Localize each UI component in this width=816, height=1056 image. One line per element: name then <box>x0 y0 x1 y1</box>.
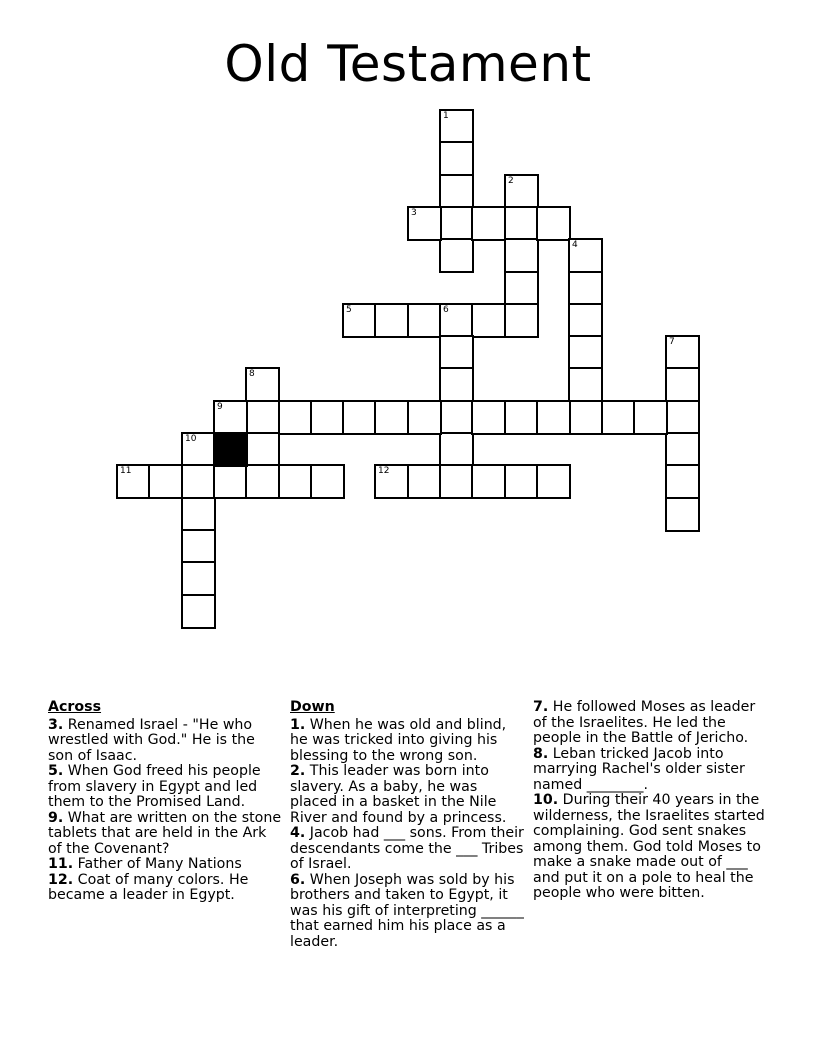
cell-number: 2 <box>508 176 514 186</box>
grid-cell[interactable] <box>439 400 474 435</box>
cell-number: 4 <box>572 240 578 250</box>
across-clues <box>48 700 284 904</box>
down-clues-continued <box>533 700 769 902</box>
grid-cell[interactable] <box>342 303 377 338</box>
grid-cell[interactable] <box>310 400 345 435</box>
grid-cell[interactable] <box>374 303 409 338</box>
grid-cell[interactable] <box>471 303 506 338</box>
grid-cell[interactable] <box>568 367 603 402</box>
grid-cell[interactable] <box>278 464 313 499</box>
grid-cell[interactable] <box>568 400 603 435</box>
grid-cell[interactable] <box>439 303 474 338</box>
cell-number: 3 <box>411 208 417 218</box>
grid-cell[interactable] <box>504 303 539 338</box>
black-square <box>213 432 248 467</box>
grid-cell[interactable] <box>504 206 539 241</box>
grid-cell[interactable] <box>568 271 603 306</box>
grid-cell[interactable] <box>536 206 571 241</box>
grid-cell[interactable] <box>439 432 474 467</box>
grid-cell[interactable] <box>471 464 506 499</box>
clue-across-3: 3. Renamed Israel - "He who wrestled with God." He is the son of Isaac. <box>48 716 255 764</box>
grid-cell[interactable] <box>665 464 700 499</box>
clue-down-10: 10. During their 40 years in the wilderness, the Israelites started complaining. God sent snakes among them. God told Moses to make a snake made out of ___ and put it on a pole to heal the people who were bitten. <box>533 792 765 901</box>
grid-cell[interactable] <box>342 400 377 435</box>
grid-cell[interactable] <box>181 594 216 629</box>
grid-cell[interactable] <box>278 400 313 435</box>
grid-cell[interactable] <box>310 464 345 499</box>
grid-cell[interactable] <box>213 464 248 499</box>
down-heading: Down <box>290 699 335 715</box>
grid-cell[interactable] <box>245 432 280 467</box>
clue-down-6: 6. When Joseph was sold by his brothers and taken to Egypt, it was his gift of interpreting ______ that earned him his place as a leader. <box>290 871 524 950</box>
grid-cell[interactable] <box>245 464 280 499</box>
grid-cell[interactable] <box>407 303 442 338</box>
grid-cell[interactable] <box>439 238 474 273</box>
cell-number: 12 <box>378 466 390 476</box>
page-title: Old Testament <box>224 35 592 93</box>
across-heading: Across <box>48 699 102 715</box>
grid-cell[interactable] <box>116 464 151 499</box>
grid-cell[interactable] <box>504 271 539 306</box>
grid-cell[interactable] <box>407 464 442 499</box>
grid-cell[interactable] <box>213 400 248 435</box>
clue-across-11: 11. Father of Many Nations <box>48 856 242 872</box>
grid-cell[interactable] <box>504 174 539 209</box>
cell-number: 10 <box>185 434 197 444</box>
grid-cell[interactable] <box>181 464 216 499</box>
clue-down-4: 4. Jacob had ___ sons. From their descendants come the ___ Tribes of Israel. <box>290 825 524 872</box>
cell-number: 5 <box>346 305 352 315</box>
grid-cell[interactable] <box>407 400 442 435</box>
grid-cell[interactable] <box>504 238 539 273</box>
grid-cell[interactable] <box>665 497 700 532</box>
grid-cell[interactable] <box>601 400 636 435</box>
grid-cell[interactable] <box>536 400 571 435</box>
grid-cell[interactable] <box>407 206 442 241</box>
grid-cell[interactable] <box>665 432 700 467</box>
grid-cell[interactable] <box>665 335 700 370</box>
clue-across-9: 9. What are written on the stone tablets that are held in the Ark of the Covenant? <box>48 809 282 857</box>
grid-cell[interactable] <box>245 367 280 402</box>
down-clues <box>290 700 526 950</box>
grid-cell[interactable] <box>439 109 474 144</box>
cell-number: 9 <box>217 402 223 412</box>
grid-cell[interactable] <box>439 206 474 241</box>
grid-cell[interactable] <box>245 400 280 435</box>
grid-cell[interactable] <box>181 432 216 467</box>
cell-number: 1 <box>443 111 449 121</box>
grid-cell[interactable] <box>181 561 216 596</box>
cell-number: 7 <box>669 337 675 347</box>
grid-cell[interactable] <box>536 464 571 499</box>
grid-cell[interactable] <box>181 529 216 564</box>
cell-number: 8 <box>249 369 255 379</box>
grid-cell[interactable] <box>439 367 474 402</box>
grid-cell[interactable] <box>471 206 506 241</box>
grid-cell[interactable] <box>568 303 603 338</box>
grid-cell[interactable] <box>374 400 409 435</box>
grid-cell[interactable] <box>439 174 474 209</box>
clue-down-7: 7. He followed Moses as leader of the Israelites. He led the people in the Battle of Jericho. <box>533 699 756 746</box>
grid-cell[interactable] <box>665 400 700 435</box>
clue-across-12: 12. Coat of many colors. He became a leader in Egypt. <box>48 871 249 903</box>
clue-down-2: 2. This leader was born into slavery. As a baby, he was placed in a basket in the Nile River and found by a princess. <box>290 763 507 826</box>
grid-cell[interactable] <box>568 335 603 370</box>
grid-cell[interactable] <box>439 335 474 370</box>
grid-cell[interactable] <box>374 464 409 499</box>
grid-cell[interactable] <box>181 497 216 532</box>
clue-across-5: 5. When God freed his people from slavery in Egypt and led them to the Promised Land. <box>48 763 261 810</box>
clue-down-8: 8. Leban tricked Jacob into marrying Rachel's older sister named ________. <box>533 745 745 793</box>
clue-down-1: 1. When he was old and blind, he was tricked into giving his blessing to the wrong son. <box>290 716 507 764</box>
grid-cell[interactable] <box>665 367 700 402</box>
grid-cell[interactable] <box>504 400 539 435</box>
cell-number: 11 <box>120 466 132 476</box>
grid-cell[interactable] <box>504 464 539 499</box>
grid-cell[interactable] <box>568 238 603 273</box>
grid-cell[interactable] <box>439 464 474 499</box>
grid-cell[interactable] <box>148 464 183 499</box>
cell-number: 6 <box>443 305 449 315</box>
grid-cell[interactable] <box>471 400 506 435</box>
grid-cell[interactable] <box>439 141 474 176</box>
grid-cell[interactable] <box>633 400 668 435</box>
